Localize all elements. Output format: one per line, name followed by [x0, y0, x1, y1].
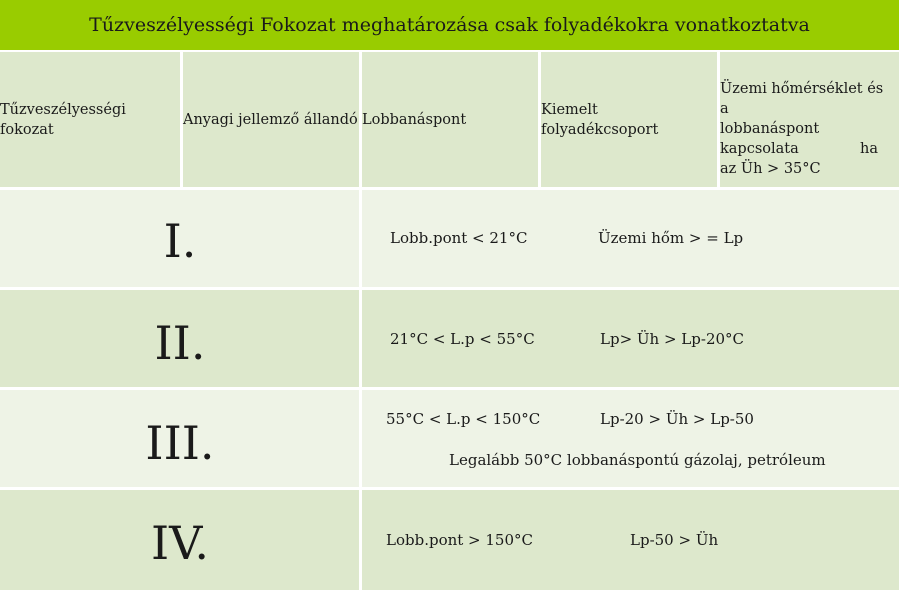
header-flashpoint: Lobbanáspont — [362, 111, 467, 128]
header-operating-temp-line4: az Üh > 35°C — [720, 161, 821, 177]
header-operating-temp-line3 — [720, 139, 894, 159]
grade-label: IV. — [151, 516, 209, 570]
header-fire-hazard-grade: Tűzveszélyességi fokozat — [0, 101, 126, 138]
relation-cell: Lp> Üh > Lp-20°C — [600, 330, 745, 348]
table-row-grade-2 — [0, 290, 899, 387]
flashpoint-cell: 55°C < L.p < 150°C — [386, 410, 541, 428]
grade-label: I. — [163, 214, 197, 268]
header-operating-temp-line3b: ha — [860, 141, 878, 157]
flashpoint-cell: 21°C < L.p < 55°C — [390, 330, 535, 348]
header-operating-temp-line3a: kapcsolata — [720, 141, 799, 157]
relation-cell: Lp-50 > Üh — [630, 531, 719, 549]
flashpoint-cell: Lobb.pont < 21°C — [390, 229, 528, 247]
relation-cell: Üzemi hőm > = Lp — [598, 229, 744, 247]
header-material-property: Anyagi jellemző állandó — [183, 111, 358, 128]
table-row-grade-3 — [0, 390, 899, 487]
table-title-text: Tűzveszélyességi Fokozat meghatározása csak folyadékokra vonatkoztatva — [89, 14, 810, 36]
relation-cell: Lp-20 > Üh > Lp-50 — [600, 410, 754, 428]
grade-label: III. — [145, 416, 215, 470]
header-operating-temp-line2: lobbanáspont — [720, 121, 820, 137]
grade-label: II. — [154, 316, 206, 370]
liquid-group-note: Legalább 50°C lobbanáspontú gázolaj, petróleum — [449, 451, 826, 469]
column-divider — [359, 190, 362, 590]
header-operating-temp-line1: Üzemi hőmérséklet és a — [720, 81, 884, 117]
table-row-grade-4 — [0, 490, 899, 590]
header-liquid-group: Kiemelt folyadékcsoport — [541, 101, 659, 138]
flashpoint-cell: Lobb.pont > 150°C — [386, 531, 533, 549]
table-row-grade-1 — [0, 190, 899, 287]
table-header-row — [0, 52, 899, 187]
table-title — [0, 0, 899, 50]
